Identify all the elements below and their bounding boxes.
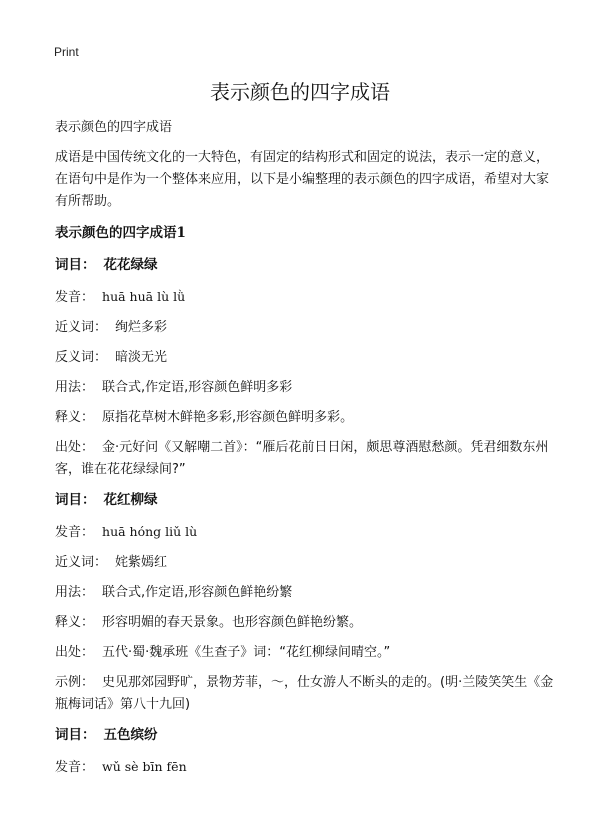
pinyin-value: huā hóng liǔ lù <box>102 524 198 539</box>
entry-synonym <box>55 317 555 339</box>
entry-pinyin <box>55 521 555 544</box>
page-title: 表示颜色的四字成语 <box>210 80 390 104</box>
entry-source <box>55 437 555 481</box>
entry-meaning <box>55 407 555 429</box>
pinyin-value: huā huā lù lǜ <box>102 289 186 304</box>
source-label: 出处： <box>55 645 95 660</box>
word-value: 花红柳绿 <box>103 492 158 508</box>
source-value: 五代·蜀·魏承班《生查子》词：“花红柳绿间晴空。” <box>102 645 391 660</box>
entry-source <box>55 642 555 664</box>
example-value: 史见那郊园野旷，景物芳菲，～，仕女游人不断头的走的。(明·兰陵笑笑生《金瓶梅词话》第八十九回) <box>55 675 554 712</box>
section-heading: 表示颜色的四字成语1 <box>55 225 186 241</box>
source-value: 金·元好问《又解嘲二首》：“雁后花前日日闲，颇思尊酒慰愁颜。凭君细数东州客，谁在花花绿绿间?” <box>55 440 549 477</box>
entry-pinyin <box>55 286 555 309</box>
meaning-value: 形容明媚的春天景象。也形容颜色鲜艳纷繁。 <box>102 615 363 630</box>
source-label: 出处： <box>55 440 95 455</box>
entry-antonym <box>55 347 555 369</box>
meaning-label: 释义： <box>55 410 95 425</box>
entry-word <box>55 489 555 511</box>
entry-word <box>55 724 555 746</box>
synonym-value: 姹紫嫣红 <box>115 555 168 570</box>
word-value: 五色缤纷 <box>103 727 158 743</box>
word-value: 花花绿绿 <box>103 257 158 273</box>
article-subtitle: 表示颜色的四字成语 <box>55 120 173 135</box>
meaning-value: 原指花草树木鲜艳多彩,形容颜色鲜明多彩。 <box>102 410 354 425</box>
entry-usage <box>55 582 555 604</box>
article-body <box>55 117 555 787</box>
synonym-label: 近义词： <box>55 320 108 335</box>
intro-paragraph: 成语是中国传统文化的一大特色，有固定的结构形式和固定的说法，表示一定的意义，在语句中是作为一个整体来应用，以下是小编整理的表示颜色的四字成语，希望对大家有所帮助。 <box>55 150 550 209</box>
pinyin-label: 发音： <box>55 525 95 540</box>
word-label: 词目： <box>55 492 96 508</box>
usage-label: 用法： <box>55 585 95 600</box>
entry-word <box>55 254 555 276</box>
antonym-label: 反义词： <box>55 350 108 365</box>
pinyin-label: 发音： <box>55 760 95 775</box>
entry-pinyin <box>55 756 555 779</box>
meaning-label: 释义： <box>55 615 95 630</box>
entry-synonym <box>55 552 555 574</box>
pinyin-value: wǔ sè bīn fēn <box>102 759 187 774</box>
word-label: 词目： <box>55 727 96 743</box>
synonym-value: 绚烂多彩 <box>115 320 168 335</box>
print-link[interactable]: Print <box>54 45 79 59</box>
word-label: 词目： <box>55 257 96 273</box>
usage-label: 用法： <box>55 380 95 395</box>
entry-usage <box>55 377 555 399</box>
entry-meaning <box>55 612 555 634</box>
usage-value: 联合式,作定语,形容颜色鲜明多彩 <box>102 380 293 395</box>
synonym-label: 近义词： <box>55 555 108 570</box>
example-label: 示例： <box>55 675 95 690</box>
usage-value: 联合式,作定语,形容颜色鲜艳纷繁 <box>102 585 293 600</box>
entry-example <box>55 672 555 716</box>
antonym-value: 暗淡无光 <box>115 350 168 365</box>
pinyin-label: 发音： <box>55 290 95 305</box>
